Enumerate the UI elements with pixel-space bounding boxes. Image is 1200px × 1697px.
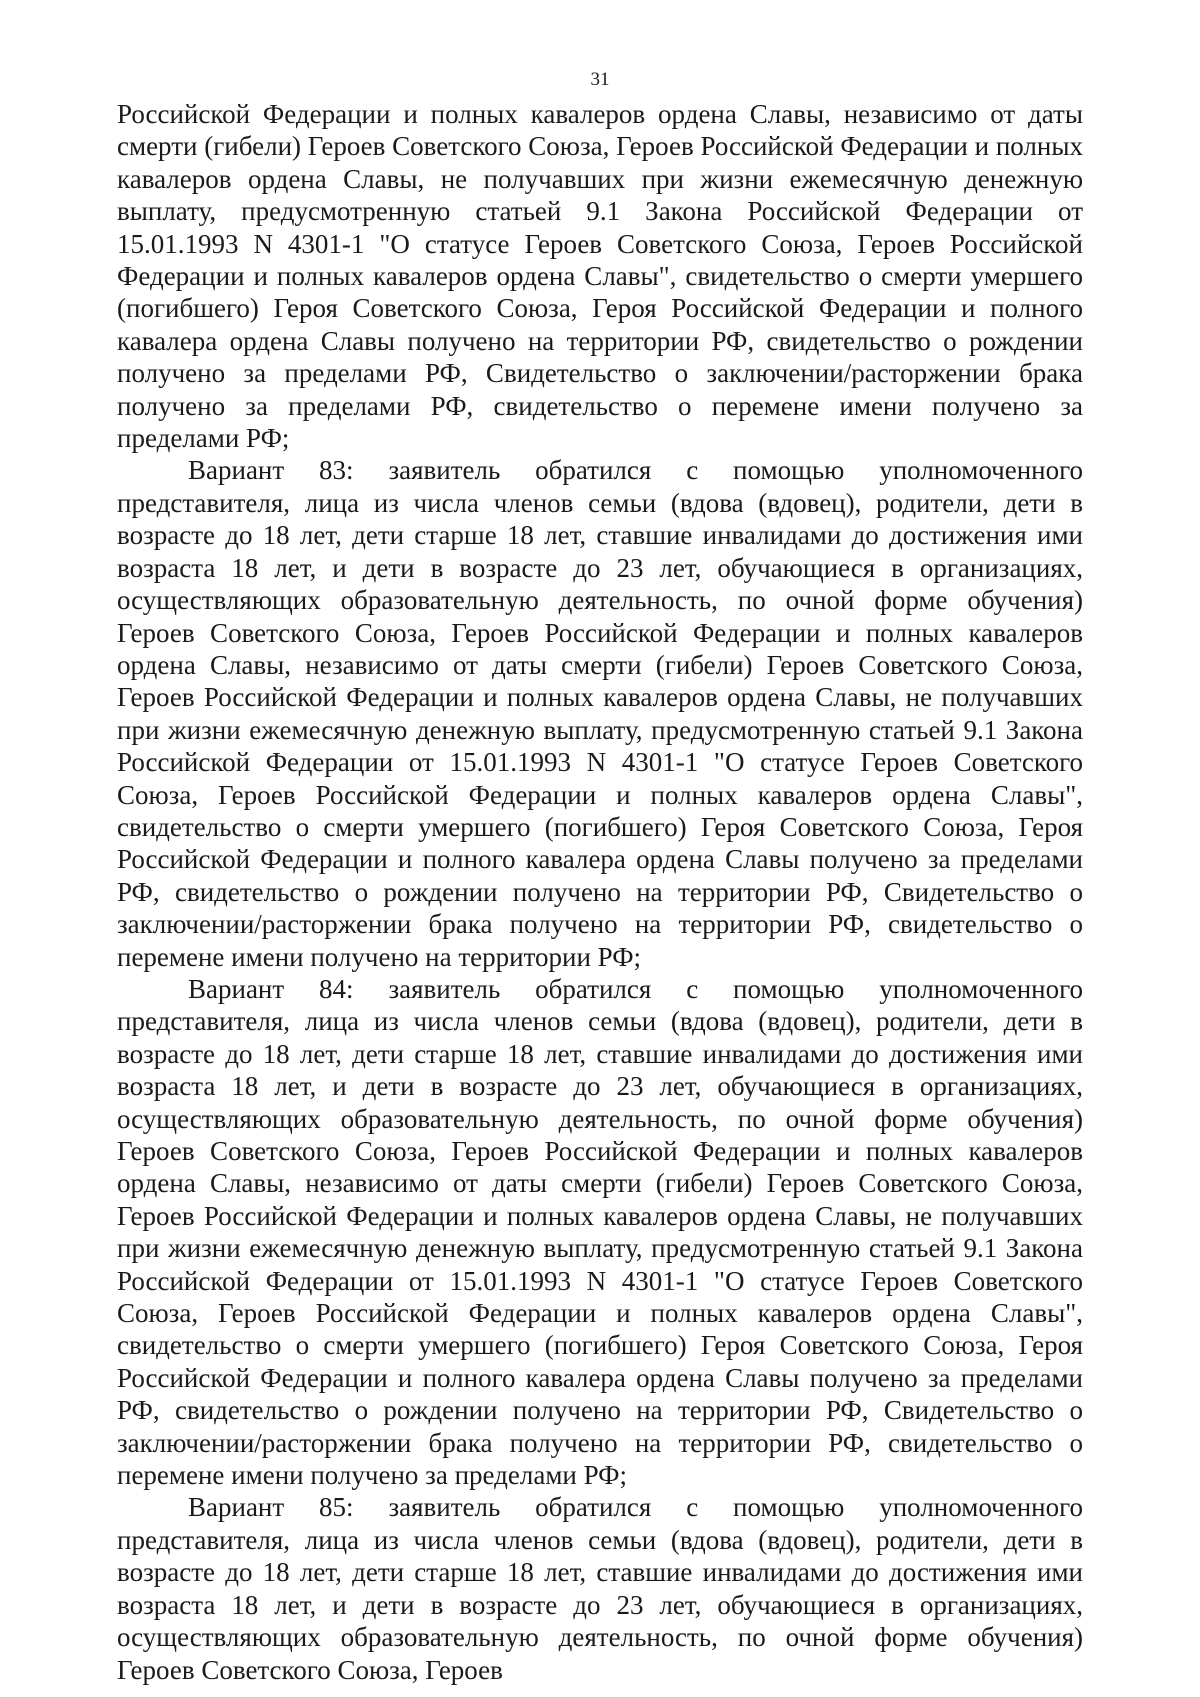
page-number: 31 — [590, 69, 610, 90]
paragraph-variant-83: Вариант 83: заявитель обратился с помощью уполномоченного представителя, лица из числа членов семьи (вдова (вдовец), родители, дети в возрасте до 18 лет, дети старше 18 лет, ставшие инвалидами до достижения ими возраста 18 лет, и дети в возрасте до 23 лет, обучающиеся в организациях, осуществляющих образовательную деятельность, по очной форме обучения) Героев Советского Союза, Героев Российской Федерации и полных кавалеров ордена Славы, независимо от даты смерти (гибели) Героев Советского Союза, Героев Российской Федерации и полных кавалеров ордена Славы, не получавших при жизни ежемесячную денежную выплату, предусмотренную статьей 9.1 Закона Российской Федерации от 15.01.1993 N 4301-1 "О статусе Героев Советского Союза, Героев Российской Федерации и полных кавалеров ордена Славы", свидетельство о смерти умершего (погибшего) Героя Советского Союза, Героя Российской Федерации и полного кавалера ордена Славы получено за пределами РФ, свидетельство о рождении получено на территории РФ, Свидетельство о заключении/расторжении брака получено на территории РФ, свидетельство о перемене имени получено на территории РФ; — [117, 455, 1083, 972]
paragraph-variant-85: Вариант 85: заявитель обратился с помощью уполномоченного представителя, лица из числа членов семьи (вдова (вдовец), родители, дети в возрасте до 18 лет, дети старше 18 лет, ставшие инвалидами до достижения ими возраста 18 лет, и дети в возрасте до 23 лет, обучающиеся в организациях, осуществляющих образовательную деятельность, по очной форме обучения) Героев Советского Союза, Героев — [117, 1492, 1083, 1685]
document-body — [117, 98, 1083, 1686]
paragraph-continuation: Российской Федерации и полных кавалеров ордена Славы, независимо от даты смерти (гибели) Героев Советского Союза, Героев Российской Федерации и полных кавалеров ордена Славы, не получавших при жизни ежемесячную денежную выплату, предусмотренную статьей 9.1 Закона Российской Федерации от 15.01.1993 N 4301-1 "О статусе Героев Советского Союза, Героев Российской Федерации и полных кавалеров ордена Славы", свидетельство о смерти умершего (погибшего) Героя Советского Союза, Героя Российской Федерации и полного кавалера ордена Славы получено на территории РФ, свидетельство о рождении получено за пределами РФ, Свидетельство о заключении/расторжении брака получено за пределами РФ, свидетельство о перемене имени получено за пределами РФ; — [117, 99, 1083, 454]
paragraph-variant-84: Вариант 84: заявитель обратился с помощью уполномоченного представителя, лица из числа членов семьи (вдова (вдовец), родители, дети в возрасте до 18 лет, дети старше 18 лет, ставшие инвалидами до достижения ими возраста 18 лет, и дети в возрасте до 23 лет, обучающиеся в организациях, осуществляющих образовательную деятельность, по очной форме обучения) Героев Советского Союза, Героев Российской Федерации и полных кавалеров ордена Славы, независимо от даты смерти (гибели) Героев Советского Союза, Героев Российской Федерации и полных кавалеров ордена Славы, не получавших при жизни ежемесячную денежную выплату, предусмотренную статьей 9.1 Закона Российской Федерации от 15.01.1993 N 4301-1 "О статусе Героев Советского Союза, Героев Российской Федерации и полных кавалеров ордена Славы", свидетельство о смерти умершего (погибшего) Героя Советского Союза, Героя Российской Федерации и полного кавалера ордена Славы получено за пределами РФ, свидетельство о рождении получено на территории РФ, Свидетельство о заключении/расторжении брака получено на территории РФ, свидетельство о перемене имени получено за пределами РФ; — [117, 973, 1083, 1491]
